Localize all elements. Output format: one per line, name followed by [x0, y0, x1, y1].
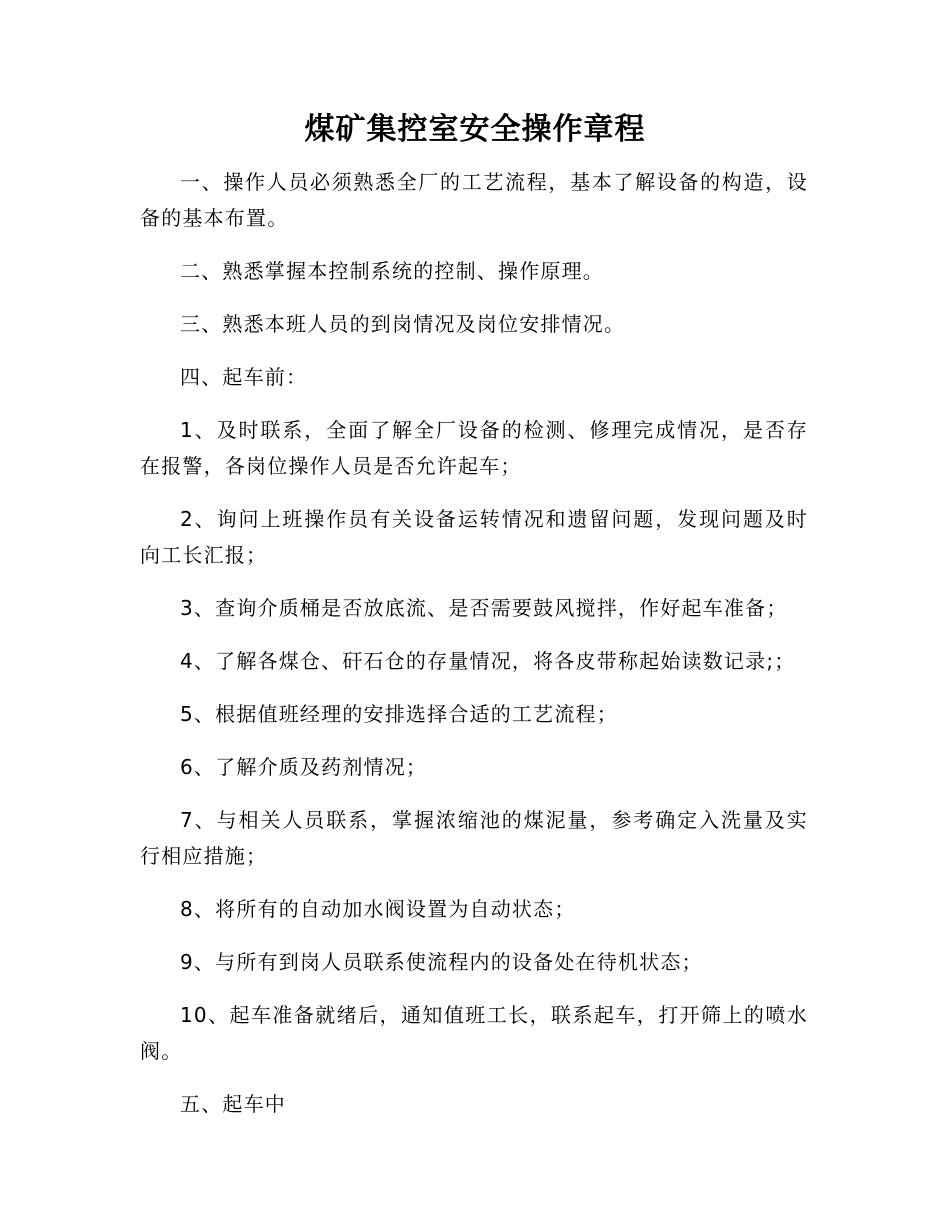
document-title: 煤矿集控室安全操作章程	[304, 112, 646, 147]
paragraph-item-3: 3、查询介质桶是否放底流、是否需要鼓风搅拌，作好起车准备；	[180, 596, 788, 620]
document-body	[140, 164, 808, 1139]
paragraph-section-2: 二、熟悉掌握本控制系统的控制、操作原理。	[180, 259, 604, 283]
paragraph-section-3: 三、熟悉本班人员的到岗情况及岗位安排情况。	[180, 312, 626, 336]
paragraph-item-4: 4、了解各煤仓、矸石仓的存量情况，将各皮带称起始读数记录;；	[180, 649, 796, 673]
paragraph-item-2: 2、询问上班操作员有关设备运转情况和遗留问题，发现问题及时向工长汇报；	[140, 507, 808, 567]
paragraph-item-1: 1、及时联系，全面了解全厂设备的检测、修理完成情况，是否存在报警，各岗位操作人员是否允许起车；	[140, 418, 808, 478]
paragraph-item-7: 7、与相关人员联系，掌握浓缩池的煤泥量，参考确定入洗量及实行相应措施；	[140, 808, 808, 868]
paragraph-section-1: 一、操作人员必须熟悉全厂的工艺流程，基本了解设备的构造，设备的基本布置。	[140, 170, 808, 230]
paragraph-item-6: 6、了解介质及药剂情况；	[180, 755, 428, 779]
paragraph-section-4-heading: 四、起车前：	[180, 365, 308, 389]
paragraph-section-5-heading: 五、起车中	[180, 1092, 286, 1116]
paragraph-item-5: 5、根据值班经理的安排选择合适的工艺流程；	[180, 702, 618, 726]
paragraph-item-10: 10、起车准备就绪后，通知值班工长，联系起车，打开筛上的喷水阀。	[140, 1003, 808, 1063]
paragraph-item-9: 9、与所有到岗人员联系使流程内的设备处在待机状态；	[180, 950, 703, 974]
paragraph-item-8: 8、将所有的自动加水阀设置为自动状态；	[180, 897, 576, 921]
